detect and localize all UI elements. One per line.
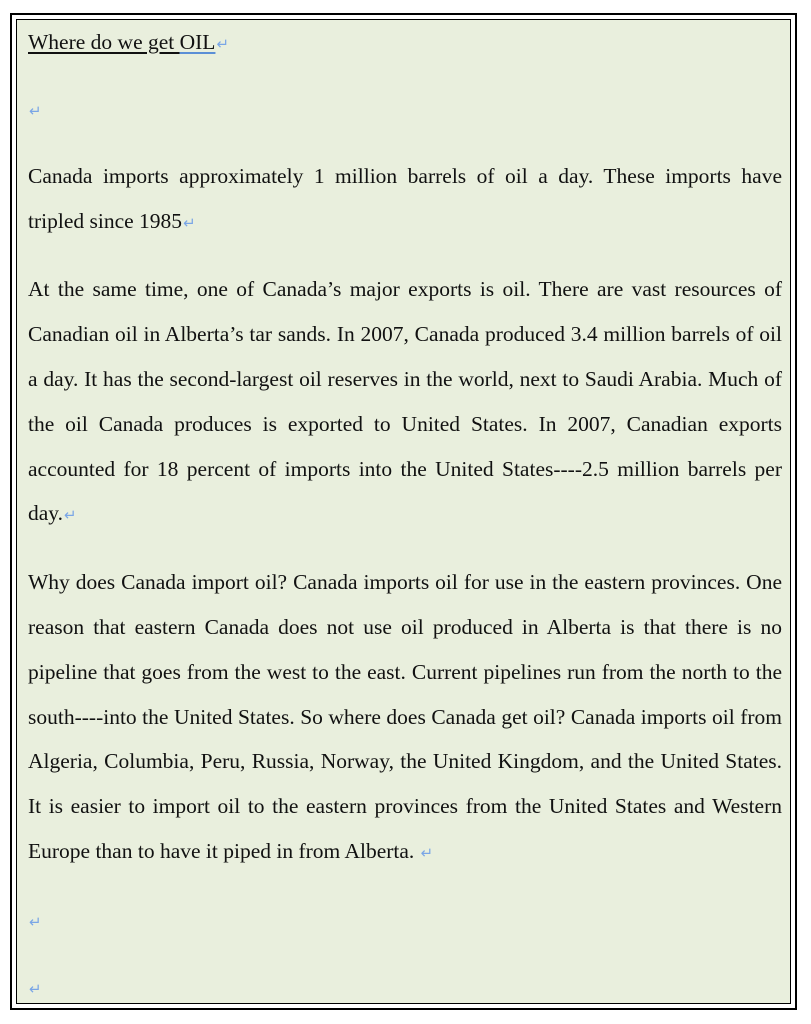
- title-text: Where do we get: [28, 30, 180, 54]
- document-border-outer: [10, 13, 797, 1010]
- paragraph-text: Canada imports approximately 1 million barrels of oil a day. These imports have tripled since 1985: [28, 163, 782, 233]
- paragraph-mark-icon: ↵: [216, 35, 230, 53]
- paragraph-text: At the same time, one of Canada’s major exports is oil. There are vast resources of Canadian oil in Alberta’s tar sands. In 2007, Canada produced 3.4 million barrels of oil a day. It has the second-largest oil reserves in the world, next to Saudi Arabia. Much of the oil Canada produces is exported to United States. In 2007, Canadian exports accounted for 18 percent of imports into the United States----2.5 million barrels per day.: [28, 277, 782, 526]
- paragraph-mark-icon: ↵: [29, 979, 42, 998]
- document-title: [28, 23, 782, 63]
- paragraph-2: [28, 267, 782, 538]
- paragraph-mark-icon: ↵: [420, 843, 434, 862]
- document-page: [16, 19, 791, 1004]
- title-keyword: OIL: [179, 30, 216, 54]
- paragraph-mark-icon: ↵: [183, 213, 196, 232]
- paragraph-mark-icon: ↵: [29, 912, 42, 931]
- paragraph-1: [28, 154, 782, 246]
- paragraph-3: [28, 560, 782, 876]
- paragraph-text: Why does Canada import oil? Canada imports oil for use in the eastern provinces. One reason that eastern Canada does not use oil produced in Alberta is that there is no pipeline that goes from the west to the east. Current pipelines run from the north to the south----into the United States. So where does Canada get oil? Canada imports oil from Algeria, Columbia, Peru, Russia, Norway, the United Kingdom, and the United States. It is easier to import oil to the eastern provinces from the United States and Western Europe than to have it piped in from Alberta.: [28, 570, 782, 863]
- empty-paragraph: [28, 965, 782, 1010]
- empty-paragraph: [28, 87, 782, 132]
- paragraph-mark-icon: ↵: [64, 506, 77, 525]
- empty-paragraph: [28, 898, 782, 943]
- paragraph-mark-icon: ↵: [29, 102, 42, 120]
- document-body[interactable]: [28, 20, 782, 1009]
